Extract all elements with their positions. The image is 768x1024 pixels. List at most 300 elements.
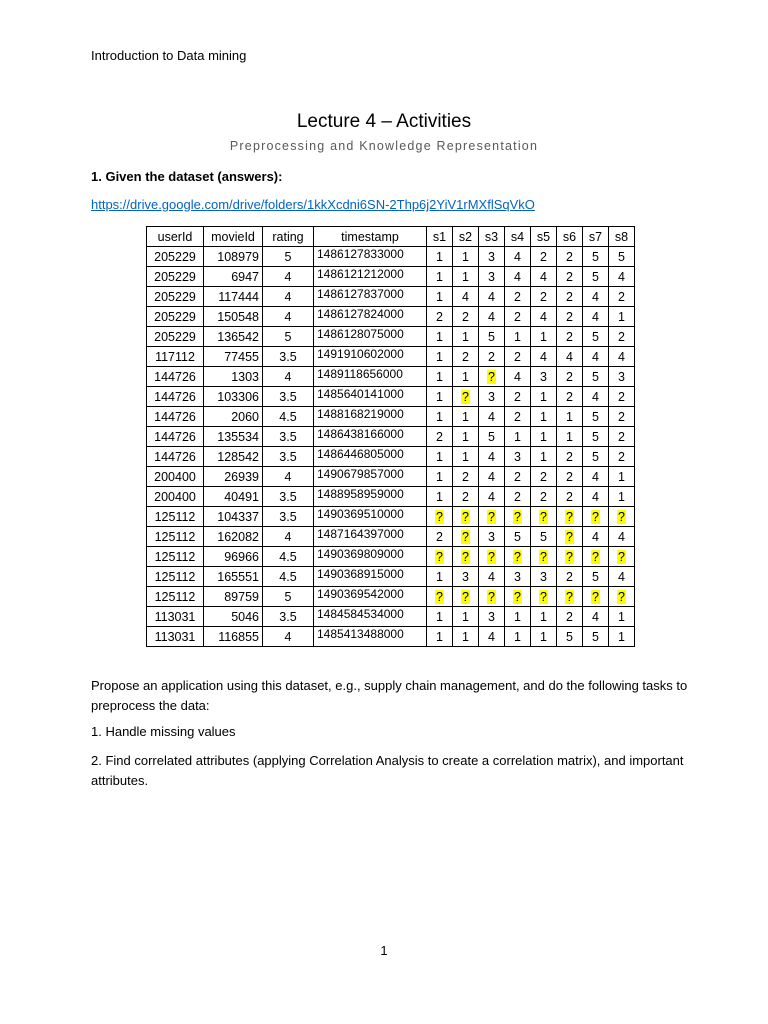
question-heading: 1. Given the dataset (answers): — [91, 169, 283, 184]
table-cell — [427, 587, 453, 607]
table-cell: 3.5 — [263, 507, 314, 527]
table-cell: 125112 — [147, 587, 204, 607]
table-cell: 2 — [609, 427, 635, 447]
table-cell: 1 — [453, 267, 479, 287]
table-cell: 2 — [479, 347, 505, 367]
table-cell: 1 — [453, 627, 479, 647]
table-cell: 5 — [609, 247, 635, 267]
table-cell: 4 — [583, 607, 609, 627]
table-cell: 1485413488000 — [314, 627, 427, 647]
table-cell: 5 — [583, 267, 609, 287]
table-cell: 4 — [479, 567, 505, 587]
missing-value-marker: ? — [514, 509, 521, 524]
table-header-row — [147, 227, 635, 247]
table-cell: 2 — [453, 347, 479, 367]
table-row — [147, 407, 635, 427]
table-cell: 2 — [557, 607, 583, 627]
table-cell: 150548 — [204, 307, 263, 327]
table-cell: 2 — [609, 387, 635, 407]
missing-value-marker: ? — [618, 549, 625, 564]
table-cell: 1 — [609, 307, 635, 327]
table-cell: 2 — [609, 327, 635, 347]
table-cell: 1490369809000 — [314, 547, 427, 567]
table-cell: 4 — [583, 467, 609, 487]
missing-value-marker: ? — [462, 509, 469, 524]
table-cell — [583, 507, 609, 527]
table-cell: 4 — [557, 347, 583, 367]
table-cell: 77455 — [204, 347, 263, 367]
column-header: s4 — [505, 227, 531, 247]
table-row — [147, 527, 635, 547]
table-cell: 1 — [453, 427, 479, 447]
table-cell: 4 — [531, 267, 557, 287]
missing-value-marker: ? — [488, 369, 495, 384]
table-cell — [453, 547, 479, 567]
table-cell: 116855 — [204, 627, 263, 647]
table-row — [147, 327, 635, 347]
table-cell — [427, 507, 453, 527]
table-cell: 5046 — [204, 607, 263, 627]
table-cell: 2 — [427, 307, 453, 327]
table-cell: 2060 — [204, 407, 263, 427]
table-cell: 5 — [505, 527, 531, 547]
missing-value-marker: ? — [462, 589, 469, 604]
column-header: rating — [263, 227, 314, 247]
table-cell — [609, 547, 635, 567]
table-cell: 4 — [505, 267, 531, 287]
table-cell — [479, 367, 505, 387]
table-cell: 144726 — [147, 387, 204, 407]
table-cell: 2 — [505, 387, 531, 407]
table-cell: 1 — [531, 447, 557, 467]
table-cell: 1486128075000 — [314, 327, 427, 347]
table-row — [147, 607, 635, 627]
table-cell: 1486446805000 — [314, 447, 427, 467]
table-cell — [557, 587, 583, 607]
table-cell: 2 — [427, 427, 453, 447]
table-cell: 4 — [263, 367, 314, 387]
table-cell: 3 — [531, 367, 557, 387]
table-cell: 4 — [453, 287, 479, 307]
table-cell: 3 — [609, 367, 635, 387]
table-cell: 4 — [479, 447, 505, 467]
table-row — [147, 487, 635, 507]
table-cell — [505, 547, 531, 567]
table-cell: 4 — [479, 407, 505, 427]
table-cell: 4 — [583, 307, 609, 327]
table-cell: 144726 — [147, 367, 204, 387]
table-cell: 2 — [505, 347, 531, 367]
missing-value-marker: ? — [566, 529, 573, 544]
table-cell: 2 — [609, 287, 635, 307]
dataset-link[interactable]: https://drive.google.com/drive/folders/1kkXcdni6SN-2Thp6j2YiV1rMXflSqVkO — [91, 197, 535, 212]
table-cell: 4 — [583, 347, 609, 367]
page-number: 1 — [380, 943, 388, 958]
table-cell — [557, 527, 583, 547]
table-cell: 4 — [531, 307, 557, 327]
table-cell — [453, 387, 479, 407]
table-cell: 1486121212000 — [314, 267, 427, 287]
table-cell: 1 — [427, 267, 453, 287]
table-cell: 1 — [531, 607, 557, 627]
table-cell: 1 — [427, 487, 453, 507]
table-cell: 125112 — [147, 567, 204, 587]
missing-value-marker: ? — [618, 509, 625, 524]
table-cell: 1 — [531, 627, 557, 647]
table-row — [147, 587, 635, 607]
table-cell: 5 — [263, 587, 314, 607]
table-cell: 1486127833000 — [314, 247, 427, 267]
table-cell: 2 — [531, 487, 557, 507]
table-cell: 162082 — [204, 527, 263, 547]
table-cell: 1 — [427, 627, 453, 647]
task-item-missing-values: 1. Handle missing values — [91, 724, 236, 739]
table-cell: 2 — [531, 467, 557, 487]
table-cell: 1486127824000 — [314, 307, 427, 327]
table-cell: 205229 — [147, 247, 204, 267]
table-cell: 1489118656000 — [314, 367, 427, 387]
column-header: s6 — [557, 227, 583, 247]
table-cell: 3 — [453, 567, 479, 587]
table-cell: 1 — [427, 387, 453, 407]
table-cell: 2 — [557, 387, 583, 407]
table-cell: 144726 — [147, 427, 204, 447]
missing-value-marker: ? — [540, 509, 547, 524]
missing-value-marker: ? — [618, 589, 625, 604]
table-cell: 1 — [531, 407, 557, 427]
missing-value-marker: ? — [592, 589, 599, 604]
table-cell: 5 — [263, 327, 314, 347]
table-cell: 5 — [583, 427, 609, 447]
table-row — [147, 347, 635, 367]
table-cell — [531, 587, 557, 607]
table-cell — [583, 547, 609, 567]
table-cell: 1 — [427, 247, 453, 267]
missing-value-marker: ? — [540, 549, 547, 564]
table-cell: 1488958959000 — [314, 487, 427, 507]
table-cell: 125112 — [147, 527, 204, 547]
table-cell: 1490369510000 — [314, 507, 427, 527]
table-cell: 144726 — [147, 447, 204, 467]
table-cell: 1 — [427, 327, 453, 347]
table-cell: 5 — [557, 627, 583, 647]
missing-value-marker: ? — [488, 589, 495, 604]
table-cell: 125112 — [147, 547, 204, 567]
table-cell: 1 — [427, 607, 453, 627]
column-header: userId — [147, 227, 204, 247]
column-header: s2 — [453, 227, 479, 247]
column-header: s3 — [479, 227, 505, 247]
table-cell: 113031 — [147, 627, 204, 647]
table-cell: 1 — [427, 447, 453, 467]
table-cell: 40491 — [204, 487, 263, 507]
table-cell: 2 — [557, 487, 583, 507]
missing-value-marker: ? — [566, 549, 573, 564]
table-cell: 3.5 — [263, 347, 314, 367]
table-cell: 4 — [583, 527, 609, 547]
table-cell — [557, 547, 583, 567]
table-cell: 1 — [557, 407, 583, 427]
table-cell: 1 — [427, 467, 453, 487]
table-cell: 4 — [479, 467, 505, 487]
table-cell: 2 — [505, 467, 531, 487]
table-cell: 3.5 — [263, 607, 314, 627]
table-cell: 104337 — [204, 507, 263, 527]
table-cell: 135534 — [204, 427, 263, 447]
table-cell — [505, 587, 531, 607]
column-header: s1 — [427, 227, 453, 247]
table-cell: 1 — [505, 327, 531, 347]
table-cell: 2 — [427, 527, 453, 547]
table-cell: 4 — [583, 487, 609, 507]
table-cell — [479, 507, 505, 527]
table-cell: 1 — [505, 627, 531, 647]
column-header: timestamp — [314, 227, 427, 247]
table-cell: 1487164397000 — [314, 527, 427, 547]
table-cell — [505, 507, 531, 527]
table-cell: 4 — [263, 267, 314, 287]
table-cell: 5 — [531, 527, 557, 547]
table-cell: 1 — [427, 347, 453, 367]
table-cell: 1 — [609, 607, 635, 627]
table-cell: 2 — [557, 327, 583, 347]
table-cell — [453, 587, 479, 607]
table-cell: 1 — [427, 367, 453, 387]
table-cell: 108979 — [204, 247, 263, 267]
table-cell: 2 — [453, 467, 479, 487]
table-cell: 4 — [583, 387, 609, 407]
table-cell: 3 — [505, 567, 531, 587]
table-cell: 144726 — [147, 407, 204, 427]
table-cell: 4 — [609, 567, 635, 587]
table-cell: 1488168219000 — [314, 407, 427, 427]
table-cell — [479, 587, 505, 607]
table-cell — [531, 547, 557, 567]
table-cell: 2 — [557, 267, 583, 287]
missing-value-marker: ? — [462, 549, 469, 564]
table-cell — [479, 547, 505, 567]
table-cell: 4.5 — [263, 547, 314, 567]
table-cell: 136542 — [204, 327, 263, 347]
table-cell: 2 — [557, 567, 583, 587]
table-cell: 5 — [583, 627, 609, 647]
table-cell: 5 — [263, 247, 314, 267]
table-cell: 1 — [453, 327, 479, 347]
table-cell: 3 — [479, 267, 505, 287]
table-row — [147, 467, 635, 487]
table-cell: 4 — [479, 287, 505, 307]
column-header: s7 — [583, 227, 609, 247]
table-cell: 1 — [427, 287, 453, 307]
page-subtitle: Preprocessing and Knowledge Representation — [229, 139, 539, 153]
table-cell: 4 — [263, 307, 314, 327]
table-row — [147, 267, 635, 287]
task-description: Propose an application using this dataset, e.g., supply chain management, and do the following tasks to preprocess the data: — [91, 678, 688, 713]
table-cell: 200400 — [147, 487, 204, 507]
table-cell: 205229 — [147, 287, 204, 307]
table-cell: 5 — [583, 407, 609, 427]
table-cell — [453, 507, 479, 527]
table-cell: 125112 — [147, 507, 204, 527]
table-cell: 4 — [505, 247, 531, 267]
table-row — [147, 627, 635, 647]
missing-value-marker: ? — [592, 509, 599, 524]
table-cell: 2 — [557, 467, 583, 487]
table-cell: 1 — [557, 427, 583, 447]
table-cell: 2 — [531, 247, 557, 267]
missing-value-marker: ? — [488, 509, 495, 524]
table-cell: 4.5 — [263, 407, 314, 427]
table-cell: 1 — [609, 467, 635, 487]
table-cell: 117112 — [147, 347, 204, 367]
table-cell: 1 — [505, 607, 531, 627]
table-cell: 1484584534000 — [314, 607, 427, 627]
table-cell: 205229 — [147, 307, 204, 327]
table-cell: 3 — [479, 527, 505, 547]
table-cell: 3 — [505, 447, 531, 467]
table-cell: 4 — [479, 627, 505, 647]
table-row — [147, 307, 635, 327]
table-cell: 205229 — [147, 267, 204, 287]
table-cell: 2 — [557, 307, 583, 327]
table-cell — [531, 507, 557, 527]
table-cell: 6947 — [204, 267, 263, 287]
missing-value-marker: ? — [566, 589, 573, 604]
table-cell: 2 — [557, 247, 583, 267]
table-cell: 1490369542000 — [314, 587, 427, 607]
table-cell: 1490679857000 — [314, 467, 427, 487]
table-cell: 165551 — [204, 567, 263, 587]
table-cell: 89759 — [204, 587, 263, 607]
table-row — [147, 387, 635, 407]
table-cell: 4 — [263, 287, 314, 307]
table-cell: 1486438166000 — [314, 427, 427, 447]
table-cell: 1 — [531, 327, 557, 347]
table-cell: 117444 — [204, 287, 263, 307]
table-cell: 3 — [479, 247, 505, 267]
table-cell: 5 — [583, 567, 609, 587]
table-cell: 205229 — [147, 327, 204, 347]
table-cell: 4 — [609, 347, 635, 367]
table-cell: 5 — [583, 327, 609, 347]
column-header: s5 — [531, 227, 557, 247]
table-row — [147, 247, 635, 267]
table-cell: 4 — [505, 367, 531, 387]
table-cell — [453, 527, 479, 547]
table-cell: 1491910602000 — [314, 347, 427, 367]
table-cell: 1 — [453, 367, 479, 387]
table-cell: 2 — [453, 487, 479, 507]
table-cell: 4 — [479, 487, 505, 507]
missing-value-marker: ? — [462, 529, 469, 544]
missing-value-marker: ? — [514, 589, 521, 604]
table-cell: 4 — [609, 527, 635, 547]
table-row — [147, 447, 635, 467]
table-cell: 3 — [479, 387, 505, 407]
table-cell: 4 — [531, 347, 557, 367]
column-header: s8 — [609, 227, 635, 247]
table-cell: 5 — [583, 367, 609, 387]
missing-value-marker: ? — [488, 549, 495, 564]
table-cell: 113031 — [147, 607, 204, 627]
table-cell: 2 — [557, 447, 583, 467]
table-cell: 3 — [479, 607, 505, 627]
table-cell — [583, 587, 609, 607]
table-row — [147, 507, 635, 527]
table-cell: 3.5 — [263, 487, 314, 507]
table-cell: 1 — [453, 407, 479, 427]
table-cell: 4 — [263, 467, 314, 487]
table-cell: 2 — [505, 287, 531, 307]
table-cell: 5 — [583, 447, 609, 467]
table-cell: 200400 — [147, 467, 204, 487]
table-cell: 1 — [609, 627, 635, 647]
dataset-table — [146, 226, 635, 647]
table-cell: 4 — [479, 307, 505, 327]
table-cell: 2 — [531, 287, 557, 307]
table-cell — [609, 507, 635, 527]
table-cell: 4 — [583, 287, 609, 307]
table-cell: 2 — [557, 287, 583, 307]
table-cell: 5 — [479, 327, 505, 347]
table-row — [147, 567, 635, 587]
missing-value-marker: ? — [514, 549, 521, 564]
table-cell: 1490368915000 — [314, 567, 427, 587]
table-cell: 4 — [263, 627, 314, 647]
column-header: movieId — [204, 227, 263, 247]
table-cell: 2 — [609, 407, 635, 427]
table-cell: 2 — [453, 307, 479, 327]
table-cell: 1 — [505, 427, 531, 447]
table-cell: 1 — [427, 407, 453, 427]
missing-value-marker: ? — [436, 509, 443, 524]
table-cell: 128542 — [204, 447, 263, 467]
table-row — [147, 287, 635, 307]
missing-value-marker: ? — [462, 389, 469, 404]
table-cell: 2 — [505, 487, 531, 507]
table-cell: 4 — [263, 527, 314, 547]
missing-value-marker: ? — [436, 589, 443, 604]
table-row — [147, 547, 635, 567]
table-cell: 1 — [453, 247, 479, 267]
table-cell: 1486127837000 — [314, 287, 427, 307]
document-header: Introduction to Data mining — [91, 48, 247, 63]
table-cell: 3.5 — [263, 447, 314, 467]
table-cell: 5 — [583, 247, 609, 267]
table-cell — [557, 507, 583, 527]
table-cell: 26939 — [204, 467, 263, 487]
table-cell — [427, 547, 453, 567]
missing-value-marker: ? — [592, 549, 599, 564]
table-cell: 4 — [609, 267, 635, 287]
page-title: Lecture 4 – Activities — [296, 111, 472, 132]
table-cell: 2 — [505, 307, 531, 327]
table-cell: 1485640141000 — [314, 387, 427, 407]
table-cell: 3 — [531, 567, 557, 587]
table-cell: 1 — [427, 567, 453, 587]
table-cell: 3.5 — [263, 387, 314, 407]
table-cell: 103306 — [204, 387, 263, 407]
table-cell: 4.5 — [263, 567, 314, 587]
task-item-correlation: 2. Find correlated attributes (applying Correlation Analysis to create a correlation matrix), and important attributes. — [91, 753, 684, 788]
table-cell: 1 — [453, 447, 479, 467]
table-cell: 3.5 — [263, 427, 314, 447]
missing-value-marker: ? — [566, 509, 573, 524]
table-cell: 1 — [531, 427, 557, 447]
table-cell — [609, 587, 635, 607]
missing-value-marker: ? — [540, 589, 547, 604]
table-cell: 1303 — [204, 367, 263, 387]
